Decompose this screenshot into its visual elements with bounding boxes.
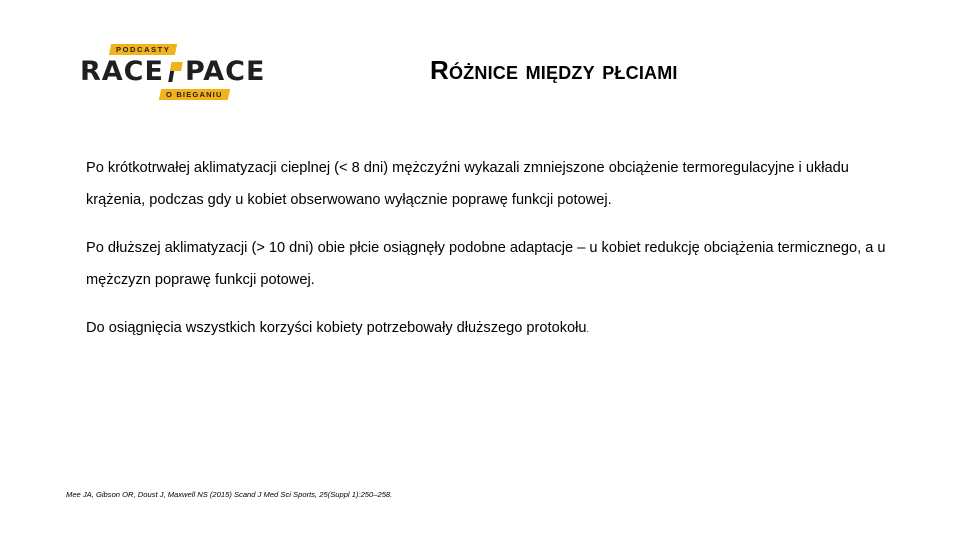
logo-tag-podcasty [109,44,178,55]
flag-icon [168,60,182,84]
logo-word-race: RACE [80,56,164,87]
slide-title: Różnice między płciami [430,55,678,85]
paragraph-protocol-length [86,312,886,345]
logo-tag-o-bieganiu [159,89,230,100]
logo-wordmark [80,57,265,87]
citation-footnote: Mee JA, Gibson OR, Doust J, Maxwell NS (2015) Scand J Med Sci Sports, 25(Suppl 1):250–258. [66,490,393,499]
slide-body [86,152,886,361]
racepace-logo [80,44,266,102]
paragraph-trailing-period: . [586,324,589,334]
paragraph-long-acclimatization: Po dłuższej aklimatyzacji (> 10 dni) obie płcie osiągnęły podobne adaptacje – u kobiet redukcję obciążenia termicznego, a u mężczyzn poprawę funkcji potowej. [86,240,886,288]
logo-tag-podcasty-text: PODCASTY [116,45,171,54]
logo-word-pace: PACE [184,56,266,87]
logo-tag-o-bieganiu-text: O BIEGANIU [166,90,223,99]
paragraph-short-acclimatization: Po krótkotrwałej aklimatyzacji cieplnej (< 8 dni) mężczyźni wykazali zmniejszone obciążenie termoregulacyjne i układu krążenia, podczas gdy u kobiet obserwowano wyłącznie poprawę funkcji potowej. [86,160,849,208]
paragraph-protocol-text: Do osiągnięcia wszystkich korzyści kobiety potrzebowały dłuższego protokołu [86,320,587,336]
